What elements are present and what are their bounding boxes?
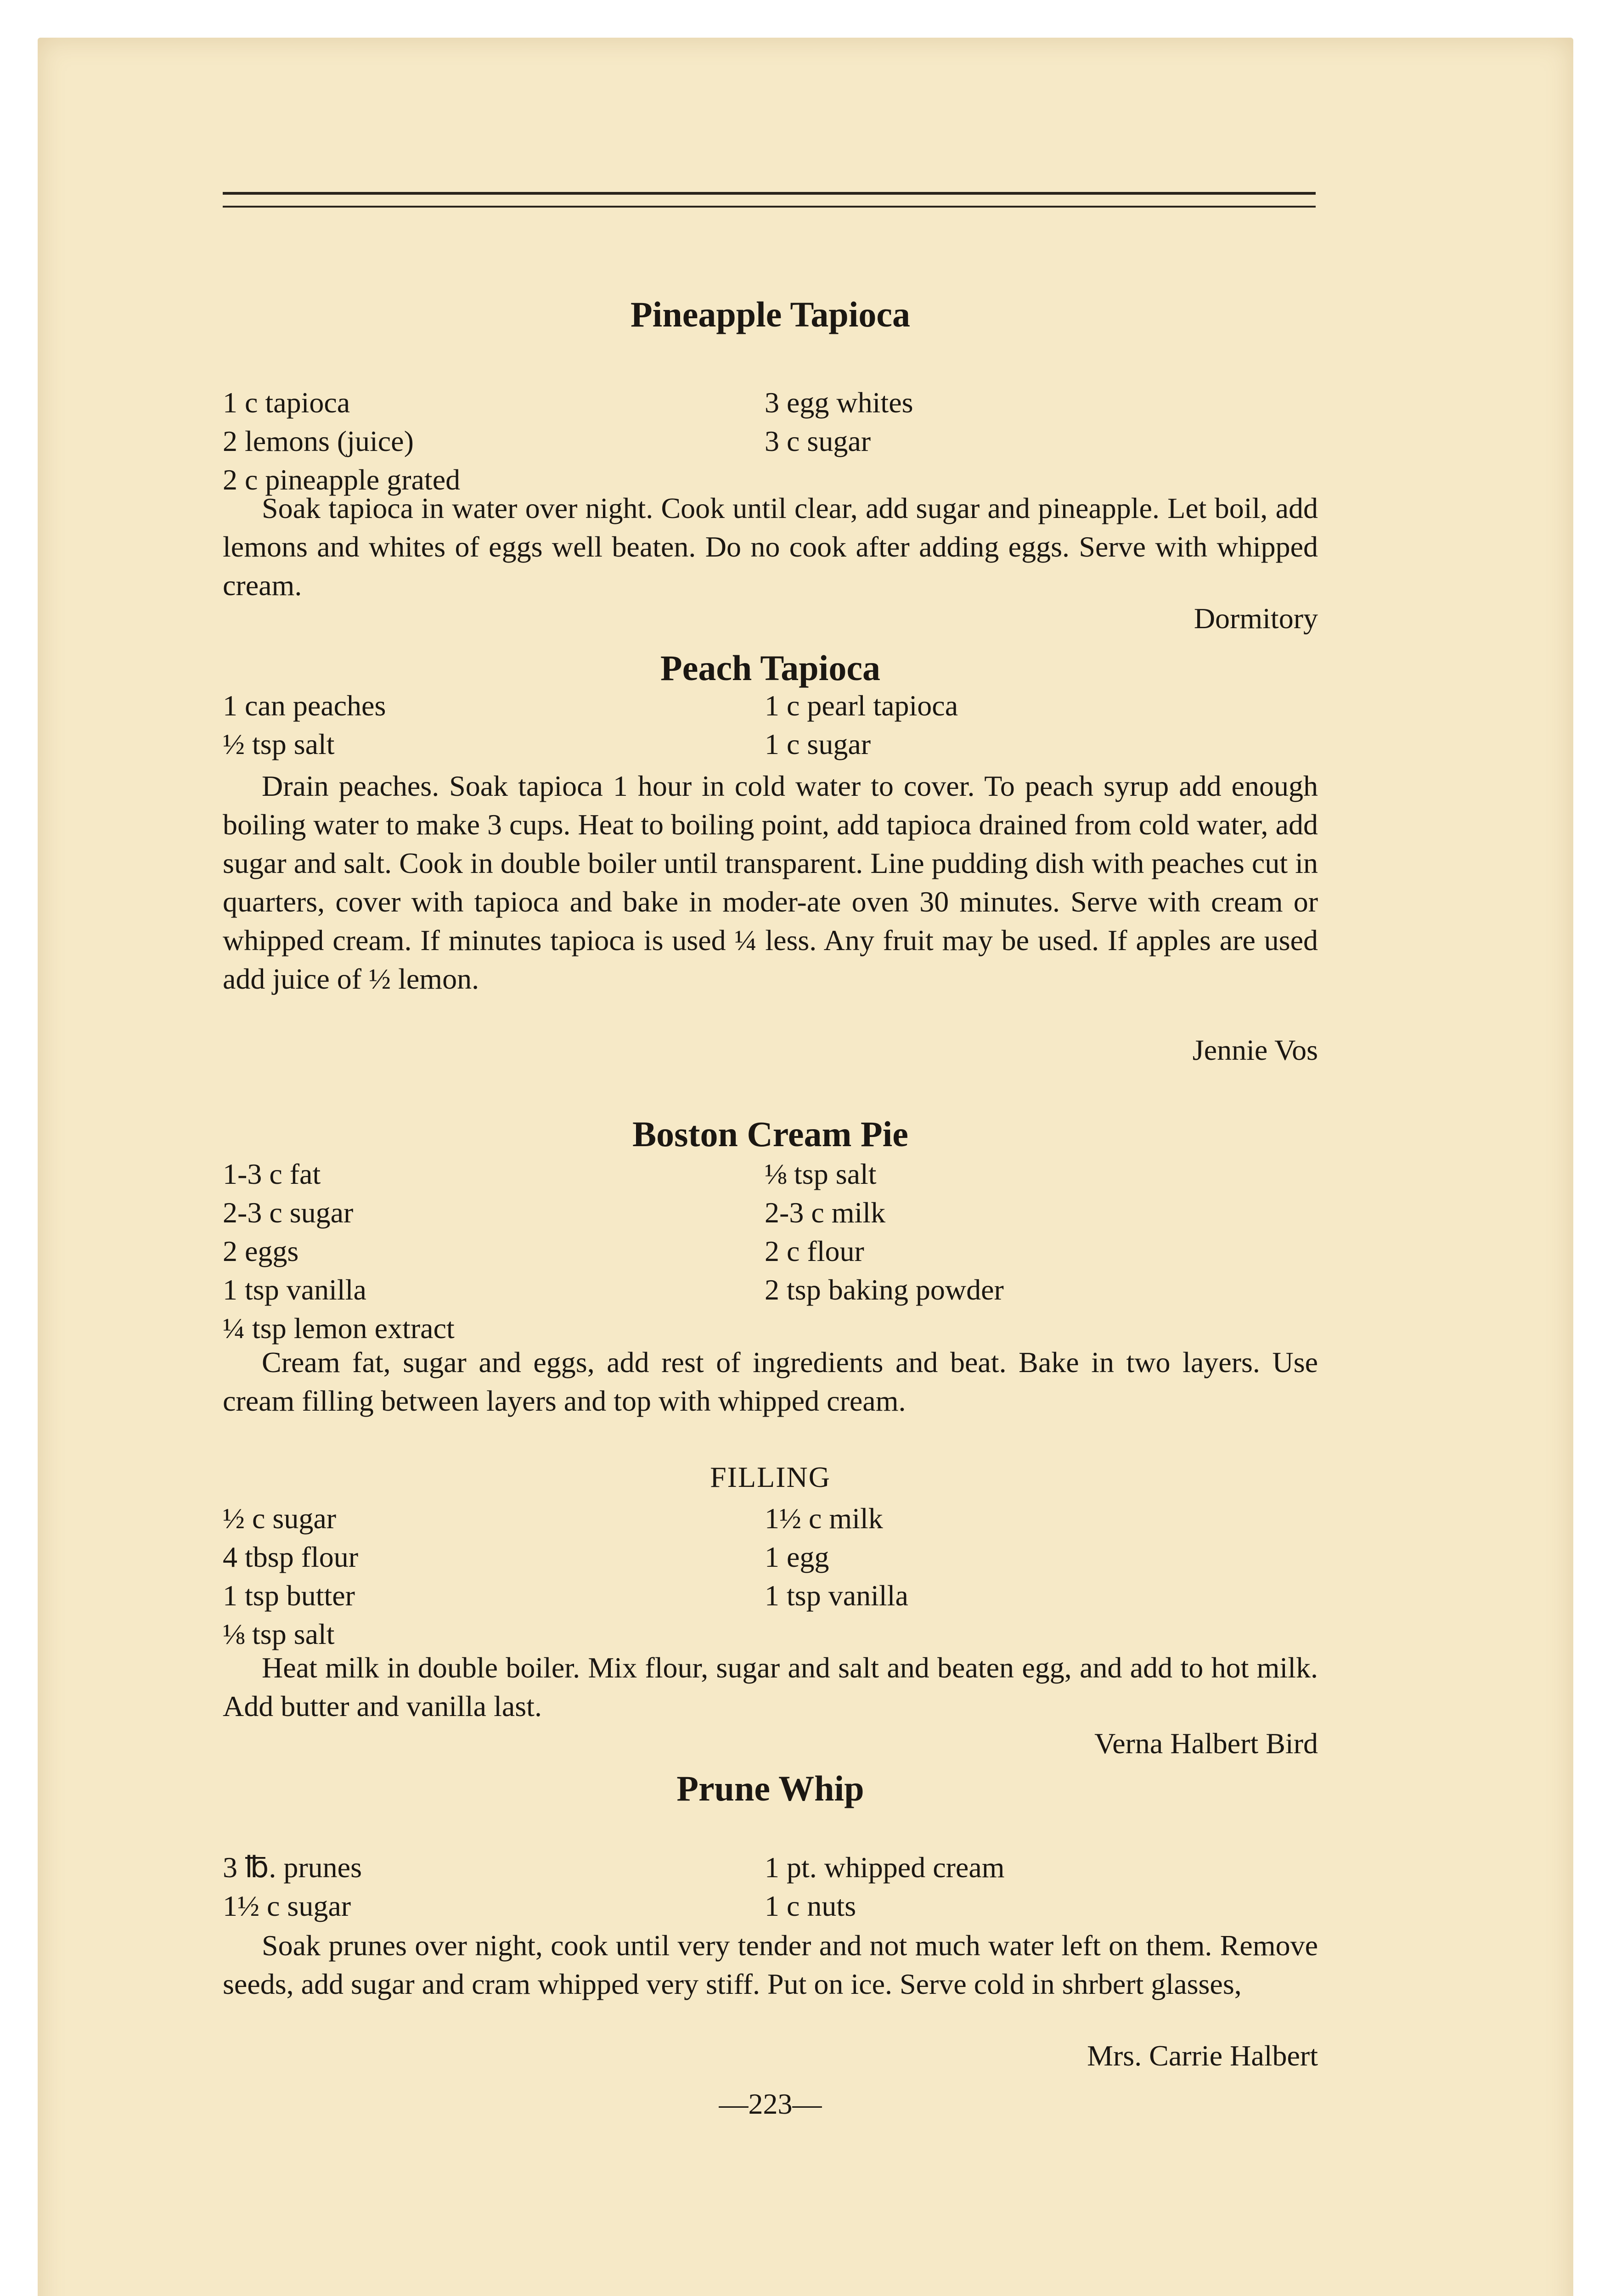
ingredient: 1½ c milk (765, 1502, 883, 1535)
recipe-title-pineapple-tapioca: Pineapple Tapioca (631, 294, 910, 334)
credit-prune-whip: Mrs. Carrie Halbert (1087, 2039, 1318, 2072)
ingredient: ⅛ tsp salt (223, 1618, 335, 1650)
ingredient: 2-3 c milk (765, 1196, 886, 1229)
ingredient: 1½ c sugar (223, 1890, 351, 1922)
ingredient: 1 tsp vanilla (223, 1273, 366, 1306)
ingredient: 3 c sugar (765, 425, 871, 457)
ingredients-prune-whip (223, 1851, 1318, 1928)
ingredient: 1-3 c fat (223, 1158, 321, 1190)
ingredient: ½ c sugar (223, 1502, 337, 1535)
ingredient: ⅛ tsp salt (765, 1158, 877, 1190)
ingredient: 1 can peaches (223, 689, 386, 722)
instructions-prune-whip: Soak prunes over night, cook until very tender and not much water left on them. Remove seeds, add sugar and cram whipped very stiff. Put on ice. Serve cold in shrbert glasses, (223, 1929, 1318, 2000)
header-rule-thin (223, 206, 1316, 208)
header-rule (223, 192, 1316, 195)
recipe-title-prune-whip: Prune Whip (676, 1768, 864, 1808)
recipe-title-boston-cream-pie: Boston Cream Pie (632, 1114, 908, 1154)
ingredient: 2 c flour (765, 1235, 864, 1267)
ingredients-boston-cream-pie (223, 1157, 1318, 1350)
ingredients-peach-tapioca (223, 689, 1318, 766)
ingredient: 1 c nuts (765, 1890, 856, 1922)
ingredient: 3 egg whites (765, 386, 913, 419)
instructions-boston-cream-pie: Cream fat, sugar and eggs, add rest of ingredients and beat. Bake in two layers. Use cream filling between layers and top with whipped cream. (223, 1346, 1318, 1417)
ingredient: 1 c pearl tapioca (765, 689, 958, 722)
instructions-peach-tapioca: Drain peaches. Soak tapioca 1 hour in cold water to cover. To peach syrup add enough boiling water to make 3 cups. Heat to boiling point, add tapioca drained from cold water, add sugar and salt. Cook in double boiler until transparent. Line pudding dish with peaches cut in quarters, cover with tapioca and bake in moder-ate oven 30 minutes. Serve with cream or whipped cream. If minutes tapioca is used ¼ less. Any fruit may be used. If apples are used add juice of ½ lemon. (223, 770, 1318, 995)
recipe-title-peach-tapioca: Peach Tapioca (660, 648, 880, 688)
ingredient: 2 eggs (223, 1235, 299, 1267)
ingredient: 1 c sugar (765, 728, 871, 760)
ingredient: 4 tbsp flour (223, 1541, 359, 1573)
ingredients-filling (223, 1502, 1318, 1656)
ingredient: 1 egg (765, 1541, 829, 1573)
credit-pineapple-tapioca: Dormitory (1194, 602, 1318, 635)
ingredient: 1 tsp butter (223, 1579, 355, 1612)
ingredient: 2-3 c sugar (223, 1196, 354, 1229)
page-number: —223— (719, 2088, 822, 2120)
ingredient: 1 c tapioca (223, 386, 350, 419)
filling-subheading: FILLING (710, 1461, 831, 1493)
ingredient: ½ tsp salt (223, 728, 335, 760)
ingredient: 1 pt. whipped cream (765, 1851, 1005, 1884)
ingredient: 2 c pineapple grated (223, 463, 461, 496)
ingredient: 2 tsp baking powder (765, 1273, 1004, 1306)
ingredient: ¼ tsp lemon extract (223, 1312, 455, 1345)
instructions-pineapple-tapioca: Soak tapioca in water over night. Cook until clear, add sugar and pineapple. Let boil, add lemons and whites of eggs well beaten. Do no cook after adding eggs. Serve with whipped cream. (223, 492, 1318, 602)
ingredient: 1 tsp vanilla (765, 1579, 908, 1612)
credit-boston-cream-pie: Verna Halbert Bird (1094, 1727, 1318, 1760)
instructions-filling: Heat milk in double boiler. Mix flour, sugar and salt and beaten egg, and add to hot milk. Add butter and vanilla last. (223, 1651, 1318, 1722)
ingredient: 3 ℔. prunes (223, 1851, 362, 1884)
ingredients-pineapple-tapioca (223, 386, 1318, 501)
credit-peach-tapioca: Jennie Vos (1192, 1034, 1318, 1066)
ingredient: 2 lemons (juice) (223, 425, 414, 457)
